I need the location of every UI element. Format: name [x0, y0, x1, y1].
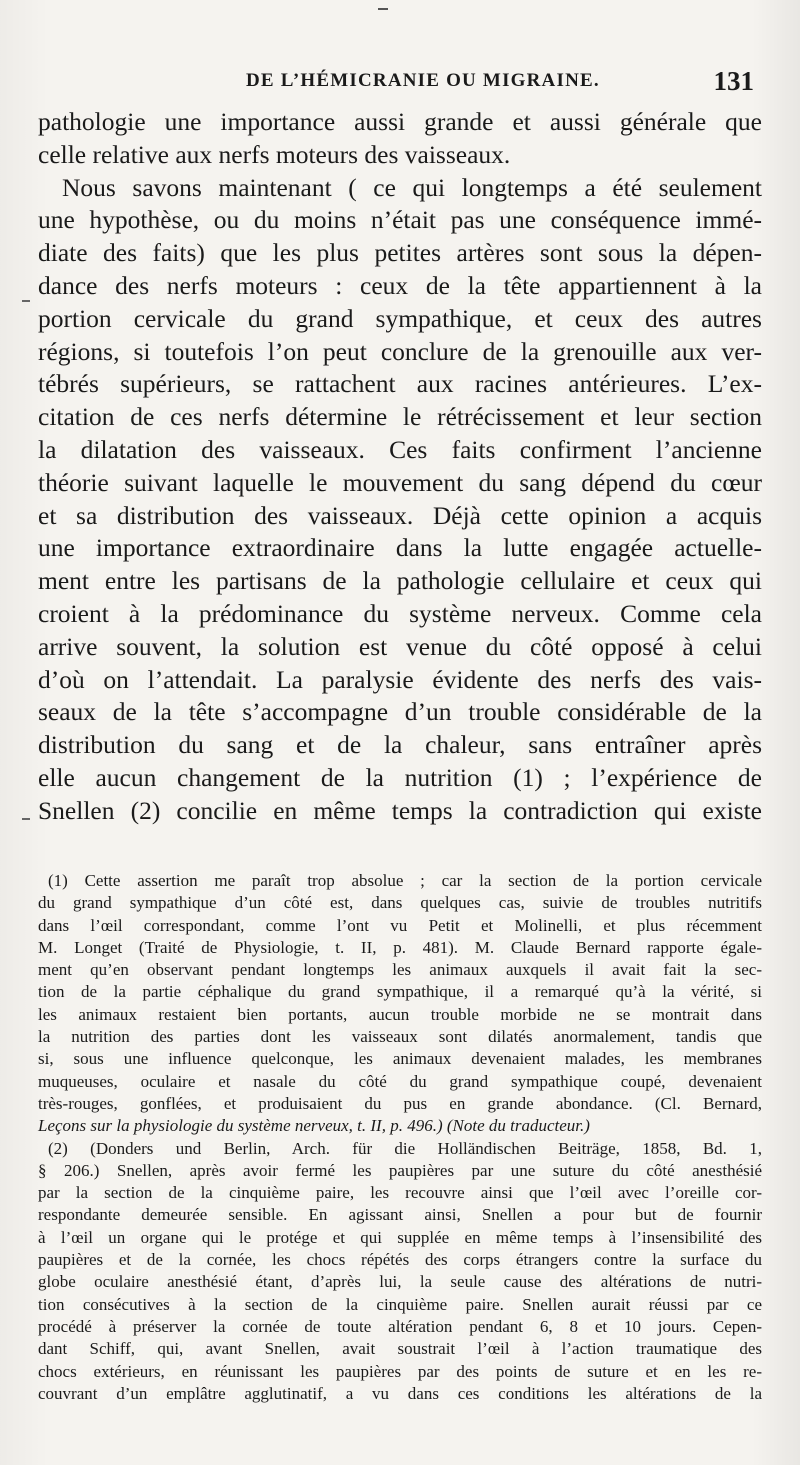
- body-line: Nous savons maintenant ( ce qui longtemps a été seulement: [62, 172, 762, 202]
- footnote-line: du grand sympathique d’un côté est, dans quelques cas, suivie de troubles nutritifs: [38, 893, 762, 913]
- footnote-line: procédé à préserver la cornée de toute altération pendant 6, 8 et 10 jours. Cepen-: [38, 1316, 762, 1336]
- body-line: régions, si toutefois l’on peut conclure de la grenouille aux ver-: [38, 336, 762, 366]
- footnote-line: par la section de la cinquième paire, les recouvre ainsi que l’œil avec l’oreille cor-: [38, 1183, 762, 1203]
- body-line: une importance extraordinaire dans la lutte engagée actuelle-: [38, 533, 762, 563]
- left-margin-mark: [22, 300, 30, 302]
- footnote-line: si, sous une influence quelconque, les animaux devenaient malades, les membranes: [38, 1049, 762, 1069]
- body-line: et sa distribution des vaisseaux. Déjà cette opinion a acquis: [38, 500, 762, 530]
- body-line: Snellen (2) concilie en même temps la contradiction qui existe: [38, 795, 762, 825]
- footnote-line: respondante demeurée sensible. En agissant ainsi, Snellen a pour but de fournir: [38, 1205, 762, 1225]
- page-number: 131: [713, 66, 754, 96]
- body-line: une hypothèse, ou du moins n’était pas une conséquence immé-: [38, 205, 762, 235]
- running-title: DE L’HÉMICRANIE OU MIGRAINE.: [246, 70, 600, 91]
- body-line: la dilatation des vaisseaux. Ces faits confirment l’ancienne: [38, 434, 762, 464]
- footnote-line: très-rouges, gonflées, et produisaient du pus en grande abondance. (Cl. Bernard,: [38, 1093, 762, 1113]
- body-line: citation de ces nerfs détermine le rétrécissement et leur section: [38, 402, 762, 432]
- body-line: d’où on l’attendait. La paralysie évidente des nerfs des vais-: [38, 664, 762, 694]
- footnote-line: à l’œil un organe qui le protége et qui supplée en même temps à l’insensibilité des: [38, 1227, 762, 1247]
- footnote-line: M. Longet (Traité de Physiologie, t. II, p. 481). M. Claude Bernard rapporte égale-: [38, 937, 762, 957]
- body-line: dance des nerfs moteurs : ceux de la tête appartiennent à la: [38, 270, 762, 300]
- footnote-line: § 206.) Snellen, après avoir fermé les paupières par une suture du côté anesthésié: [38, 1160, 762, 1180]
- footnote-line: la nutrition des parties dont les vaisseaux sont dilatés anormalement, tandis que: [38, 1027, 762, 1047]
- body-line: croient à la prédominance du système nerveux. Comme cela: [38, 598, 762, 628]
- body-line: théorie suivant laquelle le mouvement du sang dépend du cœur: [38, 467, 762, 497]
- body-line: distribution du sang et de la chaleur, sans entraîner après: [38, 730, 762, 760]
- footnote-line: Leçons sur la physiologie du système nerveux, t. II, p. 496.) (Note du traducteur.): [38, 1116, 590, 1136]
- footnote-line: paupières et de la cornée, les chocs répétés des corps étrangers contre la surface du: [38, 1250, 762, 1270]
- body-line: ment entre les partisans de la pathologie cellulaire et ceux qui: [38, 566, 762, 596]
- body-line: celle relative aux nerfs moteurs des vaisseaux.: [38, 139, 511, 169]
- body-line: portion cervicale du grand sympathique, et ceux des autres: [38, 303, 762, 333]
- footnotes: [38, 870, 762, 1405]
- body-text: [38, 106, 762, 828]
- footnote-line: dant Schiff, qui, avant Snellen, avait soustrait l’œil à l’action traumatique des: [38, 1339, 762, 1359]
- body-line: tébrés supérieurs, se rattachent aux racines antérieures. L’ex-: [38, 369, 762, 399]
- footnote-line: tion consécutives à la section de la cinquième paire. Snellen aurait réussi par ce: [38, 1294, 762, 1314]
- footnote-line: tion de la partie céphalique du grand sympathique, il a remarqué qu’à la vérité, si: [38, 982, 762, 1002]
- footnote-line: globe oculaire anesthésié étant, d’après lui, la seule cause des altérations de nutri-: [38, 1272, 762, 1292]
- body-line: pathologie une importance aussi grande et aussi générale que: [38, 107, 762, 136]
- footnote-line: chocs extérieurs, en réunissant les paupières par des points de suture et en les re-: [38, 1361, 762, 1381]
- body-line: arrive souvent, la solution est venue du côté opposé à celui: [38, 631, 762, 661]
- body-line: elle aucun changement de la nutrition (1) ; l’expérience de: [38, 762, 762, 792]
- top-margin-mark: [378, 8, 388, 10]
- body-line: seaux de la tête s’accompagne d’un trouble considérable de la: [38, 697, 762, 727]
- footnote-line: couvrant d’un emplâtre agglutinatif, a vu dans ces conditions les altérations de la: [38, 1383, 762, 1403]
- footnote-line: dans l’œil correspondant, comme l’ont vu Petit et Molinelli, et plus récemment: [38, 915, 762, 935]
- footnote-line: ment qu’en observant pendant longtemps les animaux auxquels il avait fait la sec-: [38, 960, 762, 980]
- footnote-line: (1) Cette assertion me paraît trop absolue ; car la section de la portion cervicale: [48, 871, 762, 890]
- footnote-line: (2) (Donders und Berlin, Arch. für die Holländischen Beiträge, 1858, Bd. 1,: [48, 1138, 762, 1158]
- body-line: diate des faits) que les plus petites artères sont sous la dépen-: [38, 238, 762, 268]
- running-head: [38, 66, 760, 98]
- left-margin-mark: [22, 818, 30, 820]
- footnote-line: muqueuses, oculaire et nasale du côté du grand sympathique coupé, devenaient: [38, 1071, 762, 1091]
- footnote-line: les animaux restaient bien portants, aucun trouble morbide ne se montrait dans: [38, 1004, 762, 1024]
